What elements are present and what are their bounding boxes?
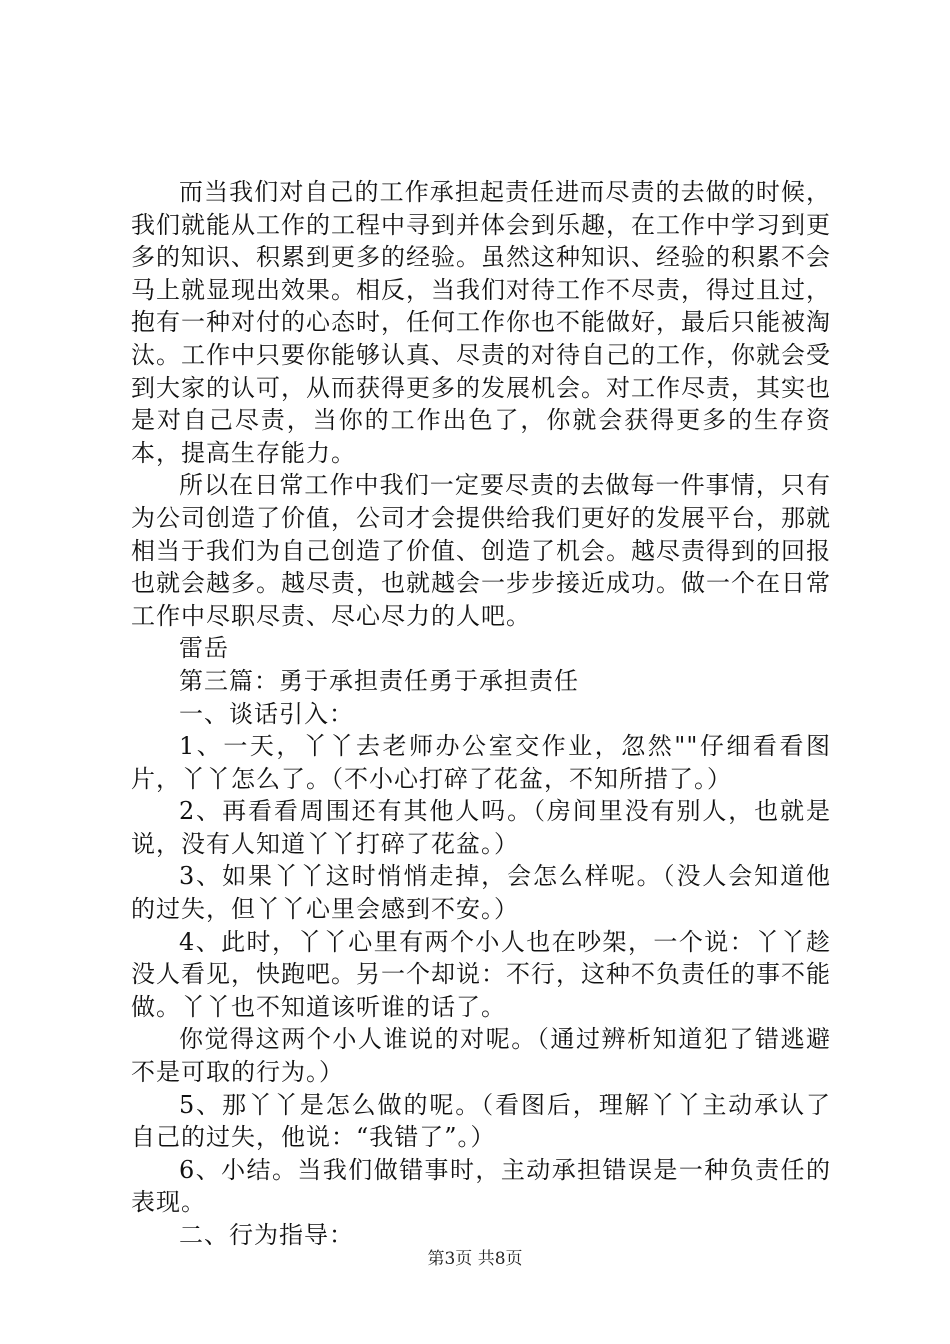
heading-intro: 一、谈话引入： [179, 699, 354, 728]
list-item-3: 3、如果丫丫这时悄悄走掉，会怎么样呢。（没人会知道他的过失，但丫丫心里会感到不安。） [131, 862, 831, 924]
list-item-2: 2、再看看周围还有其他人吗。（房间里没有别人，也就是说，没有人知道丫丫打碎了花盆。） [131, 797, 831, 858]
document-body [131, 176, 831, 1252]
list-item-1: 1、一天，丫丫去老师办公室交作业，忽然""仔细看看图片，丫丫怎么了。（不小心打碎了花盆，不知所措了。） [131, 732, 831, 793]
heading-guidance: 二、行为指导： [179, 1221, 354, 1249]
paragraph-responsibility-work: 而当我们对自己的工作承担起责任进而尽责的去做的时候，我们就能从工作的工程中寻到并体会到乐趣，在工作中学习到更多的知识、积累到更多的经验。虽然这种知识、经验的积累不会马上就显现出效果。相反，当我们对待工作不尽责，得过且过，抱有一种对付的心态时，任何工作你也不能做好，最后只能被淘汰。工作中只要你能够认真、尽责的对待自己的工作，你就会受到大家的认可，从而获得更多的发展机会。对工作尽责，其实也是对自己尽责，当你的工作出色了，你就会获得更多的生存资本，提高生存能力。 [131, 178, 831, 467]
list-item-4: 4、此时，丫丫心里有两个小人也在吵架，一个说：丫丫趁没人看见，快跑吧。另一个却说：不行，这种不负责任的事不能做。丫丫也不知道该听谁的话了。 [131, 927, 831, 1021]
section-title: 第三篇：勇于承担责任勇于承担责任 [179, 666, 579, 695]
paragraph-question: 你觉得这两个小人谁说的对呢。（通过辨析知道犯了错逃避不是可取的行为。） [131, 1025, 831, 1087]
list-item-5: 5、那丫丫是怎么做的呢。（看图后，理解丫丫主动承认了自己的过失，他说：“我错了”。） [131, 1090, 831, 1152]
author-name: 雷岳 [179, 634, 229, 663]
page-footer: 第3页 共8页 [427, 1249, 523, 1269]
list-item-6: 6、小结。当我们做错事时，主动承担错误是一种负责任的表现。 [131, 1155, 831, 1217]
paragraph-daily-work: 所以在日常工作中我们一定要尽责的去做每一件事情，只有为公司创造了价值，公司才会提供给我们更好的发展平台，那就相当于我们为自己创造了价值、创造了机会。越尽责得到的回报也就会越多。越尽责，也就越会一步步接近成功。做一个在日常工作中尽职尽责、尽心尽力的人吧。 [131, 471, 831, 630]
